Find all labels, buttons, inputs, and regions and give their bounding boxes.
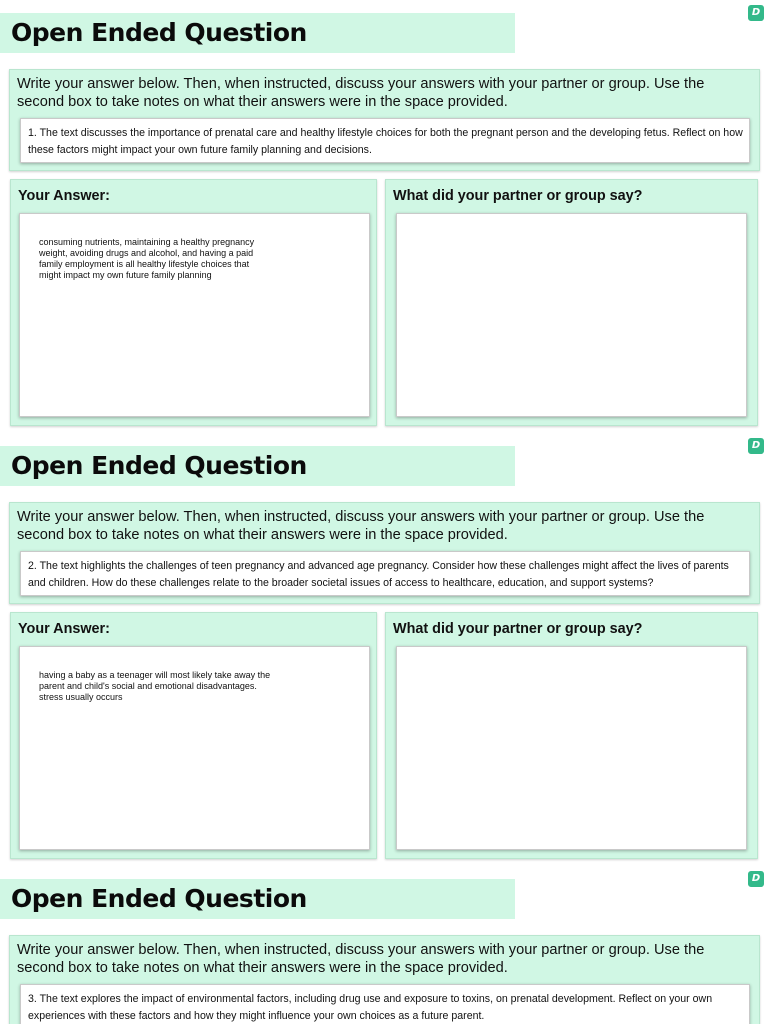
partner-answer-field[interactable]	[396, 213, 747, 417]
section-title: Open Ended Question	[11, 18, 307, 47]
your-answer-text: consuming nutrients, maintaining a healthy pregnancy weight, avoiding drugs and alcohol, and having a paid family employment is all healthy lifestyle choices that might impact my own future family planning	[39, 237, 255, 280]
d-badge-icon[interactable]: D	[748, 438, 764, 454]
section-title: Open Ended Question	[11, 451, 307, 480]
partner-answer-label: What did your partner or group say?	[393, 621, 643, 637]
instructions-box	[9, 69, 760, 171]
question-prompt-text: 1. The text discusses the importance of prenatal care and healthy lifestyle choices for both the pregnant person and the developing fetus. Reflect on how these factors might impact your own future family planning and decisions.	[28, 127, 743, 156]
partner-answer-field[interactable]	[396, 646, 747, 850]
partner-answer-label: What did your partner or group say?	[393, 188, 643, 204]
section-title-bar	[0, 879, 515, 919]
question-section-1	[0, 0, 768, 433]
instructions-text: Write your answer below. Then, when instructed, discuss your answers with your partner or group. Use the second box to take notes on what their answers were in the space provided.	[17, 76, 705, 110]
instructions-text: Write your answer below. Then, when instructed, discuss your answers with your partner or group. Use the second box to take notes on what their answers were in the space provided.	[17, 942, 705, 976]
section-title-bar	[0, 13, 515, 53]
section-title-bar	[0, 446, 515, 486]
d-badge-icon[interactable]: D	[748, 871, 764, 887]
question-section-3	[0, 866, 768, 1024]
your-answer-label: Your Answer:	[18, 188, 110, 204]
question-prompt-box	[20, 118, 750, 163]
question-section-2	[0, 433, 768, 866]
your-answer-text: having a baby as a teenager will most likely take away the parent and child's social and emotional disadvantages. stress usually occurs	[39, 670, 271, 702]
question-prompt-text: 2. The text highlights the challenges of teen pregnancy and advanced age pregnancy. Consider how these challenges might affect the lives of parents and children. How do these challenges relate to the broader societal issues of access to healthcare, education, and support systems?	[28, 560, 729, 589]
your-answer-panel	[10, 179, 377, 426]
partner-answer-panel	[385, 179, 758, 426]
instructions-box	[9, 502, 760, 604]
partner-answer-panel	[385, 612, 758, 859]
question-prompt-text: 3. The text explores the impact of environmental factors, including drug use and exposure to toxins, on prenatal development. Reflect on your own experiences with these factors and how they might influence your own choices as a future parent.	[28, 993, 713, 1022]
your-answer-field[interactable]	[19, 213, 370, 417]
section-title: Open Ended Question	[11, 884, 307, 913]
question-prompt-box	[20, 551, 750, 596]
instructions-text: Write your answer below. Then, when instructed, discuss your answers with your partner or group. Use the second box to take notes on what their answers were in the space provided.	[17, 509, 705, 543]
your-answer-label: Your Answer:	[18, 621, 110, 637]
question-prompt-box	[20, 984, 750, 1024]
your-answer-panel	[10, 612, 377, 859]
your-answer-field[interactable]	[19, 646, 370, 850]
instructions-box	[9, 935, 760, 1024]
d-badge-icon[interactable]: D	[748, 5, 764, 21]
